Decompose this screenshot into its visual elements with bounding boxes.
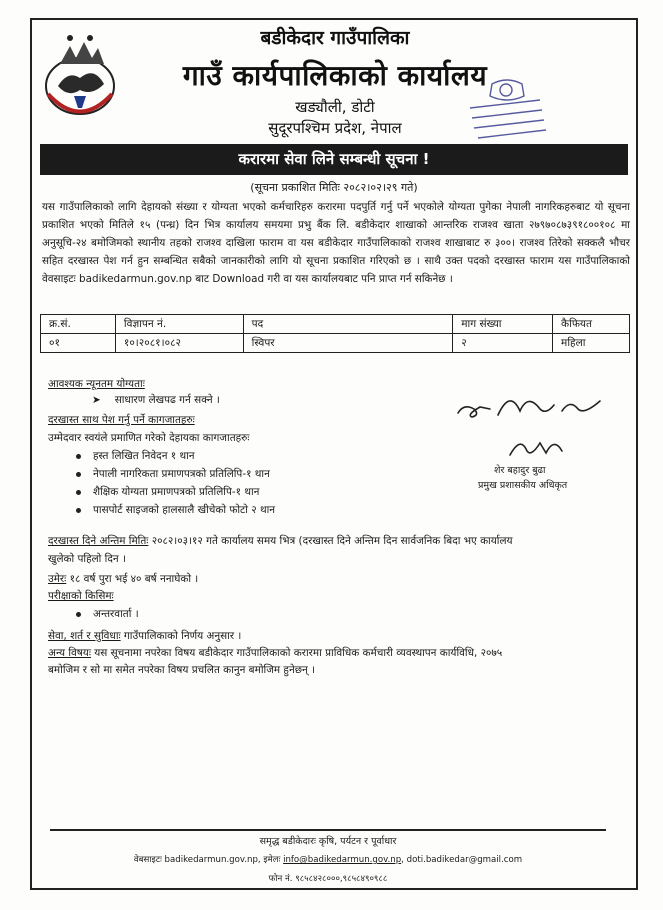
publish-date: (सूचना प्रकाशित मितिः २०८२।०२।२९ गते) — [250, 181, 418, 194]
list-item — [76, 485, 259, 499]
service-label: सेवा, शर्त र सुविधाः — [48, 630, 121, 642]
deadline-text: २०८२।०३।१२ गते कार्यालय समय भित्र (दरखास्त दिने अन्तिम दिन सार्वजनिक बिदा भए कार्यालय — [148, 535, 513, 547]
footer-email-link[interactable]: info@badikedarmun.gov.np — [283, 855, 402, 865]
handwritten-signature — [450, 385, 625, 465]
table-header-row — [41, 315, 630, 334]
table-header-cell: माग संख्या — [453, 315, 553, 334]
age-label: उमेरः — [48, 573, 67, 585]
signatory-name: शेर बहादुर बुढा — [494, 465, 546, 476]
arrow-bullet-icon: ➤ — [92, 394, 101, 406]
table-cell: २ — [453, 334, 553, 353]
deadline-line-2: खुलेको पहिलो दिन । — [48, 553, 126, 565]
table-header-cell: क्र.सं. — [41, 315, 116, 334]
list-item — [76, 449, 195, 463]
footer-website: वेबसाइटः badikedarmun.gov.np, इमेलः — [133, 855, 284, 865]
table-cell: स्विपर — [243, 334, 453, 353]
age-line — [48, 571, 198, 587]
list-item — [76, 467, 270, 481]
footer-email-2: , doti.badikedar@gmail.com — [401, 855, 523, 865]
other-text: यस सूचनामा नपरेका विषय बडीकेदार गाउँपालिकाको करारमा प्राविधिक कर्मचारी व्यवस्थापन कार्यविधि, २०७५ — [90, 647, 503, 659]
office-name: गाउँ कार्यपालिकाको कार्यालय — [182, 59, 488, 92]
footer-phone: फोन नं. ९८५८४२८०००,९८५८४९०९८८ — [268, 874, 388, 884]
office-location: खड्यौली, डोटी — [295, 98, 375, 116]
table-header-cell: विज्ञापन नं. — [115, 315, 243, 334]
documents-intro: उम्मेदवार स्वयंले प्रमाणित गरेको देहायका कागजातहरुः — [48, 432, 250, 444]
list-item-text: अन्तरवार्ता । — [93, 608, 139, 620]
table-cell: १०।२०८१।०८२ — [115, 334, 243, 353]
footer-divider — [50, 829, 606, 831]
footer-contact — [50, 853, 606, 865]
service-line — [48, 628, 241, 644]
deadline-label: दरखास्त दिने अन्तिम मितिः — [48, 535, 149, 547]
signatory-title: प्रमुख प्रशासकीय अधिकृत — [478, 480, 568, 491]
table-cell: ०१ — [41, 334, 116, 353]
list-item — [76, 503, 275, 517]
other-line-2: बमोजिम र सो मा समेत नपरेका विषय प्रचलित कानुन बमोजिम हुनेछन् । — [48, 664, 316, 676]
bullet-icon — [76, 472, 81, 477]
list-item — [76, 607, 139, 621]
office-province: सुदूरपश्चिम प्रदेश, नेपाल — [268, 119, 402, 137]
list-item-text: पासपोर्ट साइजको हालसालै खीचेको फोटो २ थान — [93, 504, 276, 516]
footer-motto: समृद्ध बडीकेदारः कृषि, पर्यटन र पूर्वाधार — [259, 836, 397, 847]
bullet-icon — [76, 454, 81, 459]
table-header-cell: पद — [243, 315, 453, 334]
table-row — [41, 334, 630, 353]
deadline-line — [48, 533, 513, 549]
age-text: १८ वर्ष पुरा भई ४० बर्ष ननाघेको । — [66, 573, 199, 585]
official-stamp — [462, 78, 552, 150]
service-text: गाउँपालिकाको निर्णय अनुसार । — [120, 630, 242, 642]
vacancy-table — [40, 314, 630, 353]
other-line — [48, 645, 502, 661]
documents-heading: दरखास्त साथ पेश गर्नु पर्ने कागजातहरुः — [48, 414, 195, 426]
bullet-icon — [76, 508, 81, 513]
list-item-text: हस्त लिखित निवेदन १ थान — [93, 450, 195, 462]
bullet-icon — [76, 612, 81, 617]
qualification-item — [92, 393, 220, 407]
exam-heading: परीक्षाको किसिमः — [48, 590, 114, 602]
table-header-cell: कैफियत — [553, 315, 630, 334]
other-label: अन्य विषयः — [48, 647, 91, 659]
notice-body-paragraph: यस गाउँपालिकाको लागि देहायको संख्या र योग्यता भएको कर्मचारिहरु करारमा पदपुर्ति गर्नु पर्ने भएकोले योग्यता पुगेका नेपाली नागरिकहरुबाट यो सूचना प्रकाशित भएको मितिले १५ (पन्ध्र) दिन भित्र कार्यालय समयमा प्रभु बैंक लि. बडीकेदार शाखाको आन्तरिक राजश्व खाता २७९७०८७३९१८००१०८ मा अनुसूचि-२४ बमोजिमको स्थानीय तहको राजश्व दाखिला फाराम वा यस बडीकेदार गाउँपालिकाको राजश्व शाखाबाट रु ३००। राजश्व तिरेको सक्कलै भौचर सहित दरखास्त पेश गर्न हुन सम्बन्धित सबैको जानकारीको लागि यो सूचना प्रकाशित गरिएको छ । साथै उक्त पदको दरखास्त फाराम यस गाउँपालिकाको वेवसाइटः badikedarmun.gov.np बाट Download गरी वा यस कार्यालयबाट पनि प्राप्त गर्न सकिनेछ । — [42, 201, 630, 285]
list-item-text: नेपाली नागरिकता प्रमाणपत्रको प्रतिलिपि-१ थान — [93, 468, 270, 480]
bullet-icon — [76, 490, 81, 495]
qualification-heading: आवश्यक न्यूनतम योग्यताः — [48, 378, 145, 390]
qualification-item-text: साधारण लेखपढ गर्न सक्ने । — [114, 394, 220, 406]
nepal-emblem-logo — [38, 34, 122, 124]
list-item-text: शैक्षिक योग्यता प्रमाणपत्रको प्रतिलिपि-१ थान — [93, 486, 260, 498]
table-cell: महिला — [553, 334, 630, 353]
municipality-name: बडीकेदार गाउँपालिका — [260, 27, 410, 49]
notice-banner: करारमा सेवा लिने सम्बन्धी सूचना ! — [40, 144, 628, 175]
